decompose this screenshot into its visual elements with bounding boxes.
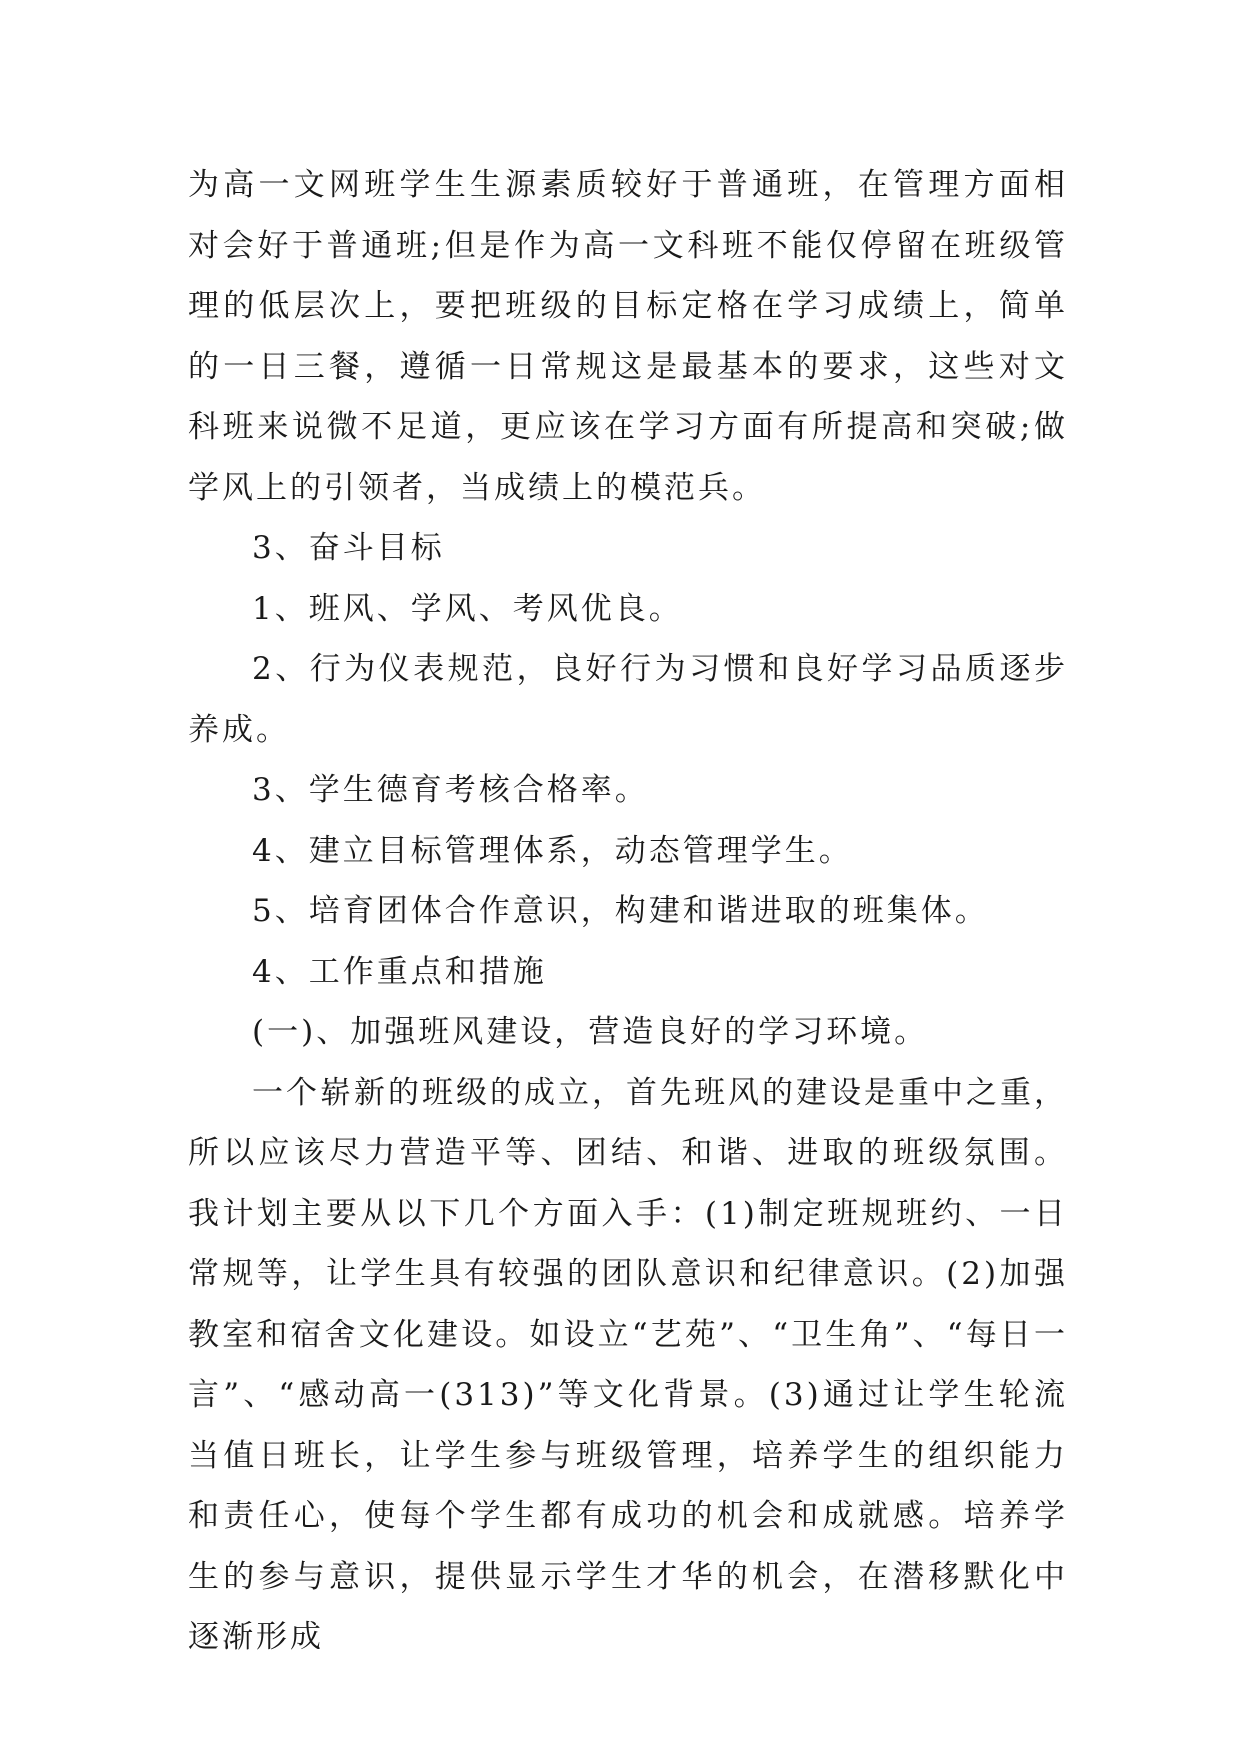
paragraph-10: 一个崭新的班级的成立，首先班风的建设是重中之重，所以应该尽力营造平等、团结、和谐、进取的班级氛围。我计划主要从以下几个方面入手：(1)制定班规班约、一日常规等，让学生具有较强的团队意识和纪律意识。(2)加强教室和宿舍文化建设。如设立“艺苑”、“卫生角”、“每日一言”、“感动高一(313)”等文化背景。(3)通过让学生轮流当值日班长，让学生参与班级管理，培养学生的组织能力和责任心，使每个学生都有成功的机会和成就感。培养学生的参与意识，提供显示学生才华的机会，在潜移默化中逐渐形成 bbox=[188, 1074, 1068, 1655]
paragraph-3: 1、班风、学风、考风优良。 bbox=[252, 590, 683, 627]
body-text bbox=[188, 155, 1068, 1668]
paragraph-6: 4、建立目标管理体系，动态管理学生。 bbox=[252, 832, 853, 869]
paragraph-8: 4、工作重点和措施 bbox=[252, 953, 547, 990]
paragraph-1: 为高一文网班学生生源素质较好于普通班，在管理方面相对会好于普通班;但是作为高一文科班不能仅停留在班级管理的低层次上，要把班级的目标定格在学习成绩上，简单的一日三餐，遵循一日常规这是最基本的要求，这些对文科班来说微不足道，更应该在学习方面有所提高和突破;做学风上的引领者，当成绩上的模范兵。 bbox=[188, 167, 1068, 506]
paragraph-2: 3、奋斗目标 bbox=[252, 530, 445, 566]
paragraph-7: 5、培育团体合作意识，构建和谐进取的班集体。 bbox=[252, 893, 989, 929]
paragraph-9: (一)、加强班风建设，营造良好的学习环境。 bbox=[252, 1014, 929, 1050]
paragraph-5: 3、学生德育考核合格率。 bbox=[252, 772, 649, 808]
paragraph-4: 2、行为仪表规范，良好行为习惯和良好学习品质逐步养成。 bbox=[188, 651, 1068, 748]
